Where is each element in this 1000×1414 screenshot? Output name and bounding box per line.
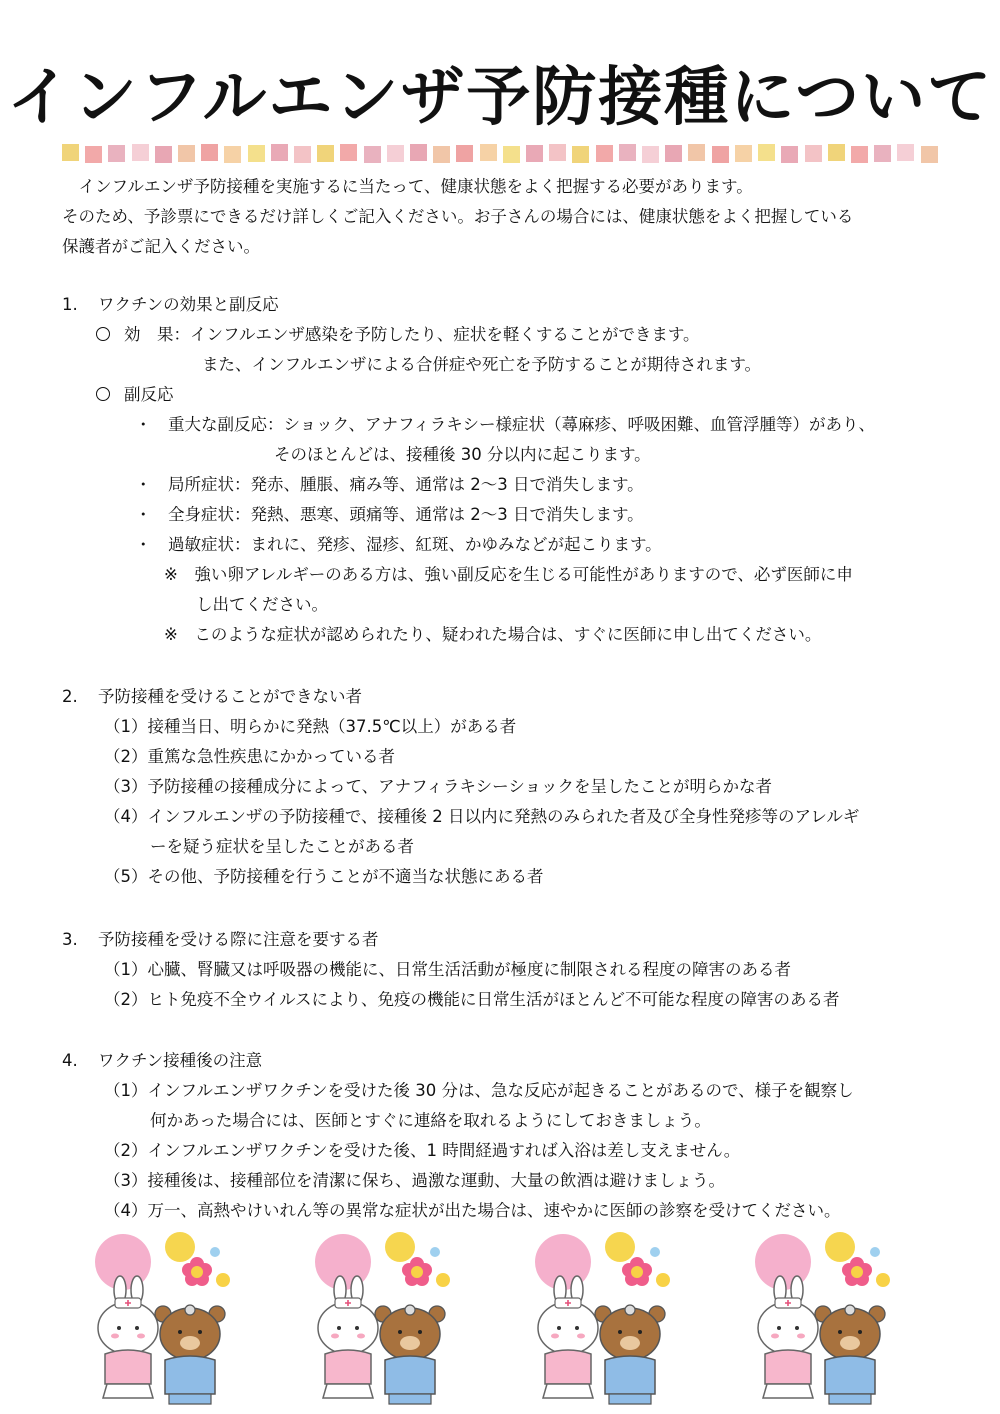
- side-effect-item: [135, 530, 662, 560]
- note: し出てください。: [196, 595, 328, 614]
- band-square: [758, 144, 775, 161]
- band-square: [874, 145, 891, 162]
- section-1-heading: [62, 290, 279, 320]
- band-square: [456, 145, 473, 162]
- section-number: 2.: [62, 687, 78, 706]
- band-square: [921, 146, 938, 163]
- intro-line: インフルエンザ予防接種を実施するに当たって、健康状態をよく把握する必要があります。: [62, 177, 753, 196]
- band-square: [248, 145, 265, 162]
- effect-row: [96, 320, 700, 350]
- band-square: [642, 146, 659, 163]
- band-square: [62, 144, 79, 161]
- side-effect-item: [135, 500, 644, 530]
- nurse-and-doctor-illustrations: [0, 1230, 1000, 1410]
- list-item: （3）予防接種の接種成分によって、アナフィラキシーショックを呈したことが明らかな者: [104, 777, 773, 796]
- side-effect-item-label: ・ 重大な副反応：: [135, 415, 284, 434]
- band-square: [549, 144, 566, 161]
- band-square: [224, 146, 241, 163]
- side-effect-label: 副反応: [124, 385, 174, 404]
- section-3-heading: [62, 925, 379, 955]
- list-item: ーを疑う症状を呈したことがある者: [150, 837, 414, 856]
- effect-label: 効 果：: [124, 325, 190, 344]
- section-number: 3.: [62, 930, 78, 949]
- side-effect-item-label: ・ 過敏症状：: [135, 535, 251, 554]
- band-square: [132, 144, 149, 161]
- section-title: 予防接種を受ける際に注意を要する者: [98, 930, 379, 949]
- section-title: 予防接種を受けることができない者: [98, 687, 362, 706]
- band-square: [781, 146, 798, 163]
- side-effect-item-text: ショック、アナフィラキシー様症状（蕁麻疹、呼吸困難、血管浮腫等）があり、: [283, 415, 876, 434]
- list-item: （4）インフルエンザの予防接種で、接種後 2 日以内に発熱のみられた者及び全身性発疹等のアレルギ: [104, 807, 860, 826]
- effect-text: インフルエンザ感染を予防したり、症状を軽くすることができます。: [190, 325, 700, 344]
- side-effect-item-label: ・ 全身症状：: [135, 505, 251, 524]
- list-item: （3）接種後は、接種部位を清潔に保ち、過激な運動、大量の飲酒は避けましょう。: [104, 1171, 725, 1190]
- list-item: （1）インフルエンザワクチンを受けた後 30 分は、急な反応が起きることがあるので、様子を観察し: [104, 1081, 854, 1100]
- circle-bullet-icon: [96, 387, 110, 401]
- band-square: [572, 146, 589, 163]
- band-square: [387, 145, 404, 162]
- section-title: ワクチン接種後の注意: [98, 1051, 263, 1070]
- side-effect-item-text: 発赤、腫脹、痛み等、通常は 2～3 日で消失します。: [250, 475, 644, 494]
- side-effect-item-text: まれに、発疹、湿疹、紅斑、かゆみなどが起こります。: [250, 535, 662, 554]
- list-item: （1）接種当日、明らかに発熱（37.5℃以上）がある者: [104, 717, 517, 736]
- band-square: [828, 144, 845, 161]
- band-square: [596, 145, 613, 162]
- band-square: [851, 146, 868, 163]
- section-2-heading: [62, 682, 362, 712]
- band-square: [410, 144, 427, 161]
- intro-line: 保護者がご記入ください。: [62, 237, 260, 256]
- list-item: （4）万一、高熱やけいれん等の異常な症状が出た場合は、速やかに医師の診察を受けてください。: [104, 1201, 841, 1220]
- list-item: 何かあった場合には、医師とすぐに連絡を取れるようにしておきましょう。: [150, 1111, 711, 1130]
- side-effect-item-text: そのほとんどは、接種後 30 分以内に起こります。: [274, 445, 651, 464]
- band-square: [619, 144, 636, 161]
- band-square: [526, 145, 543, 162]
- list-item: （2）インフルエンザワクチンを受けた後、1 時間経過すれば入浴は差し支えません。: [104, 1141, 741, 1160]
- band-square: [665, 145, 682, 162]
- band-square: [712, 146, 729, 163]
- band-square: [433, 146, 450, 163]
- side-effect-item: [135, 410, 875, 440]
- section-4-heading: [62, 1046, 262, 1076]
- side-effect-item-label: ・ 局所症状：: [135, 475, 251, 494]
- side-effect-item-text: 発熱、悪寒、頭痛等、通常は 2～3 日で消失します。: [250, 505, 644, 524]
- list-item: （1）心臓、腎臓又は呼吸器の機能に、日常生活活動が極度に制限される程度の障害のある者: [104, 960, 791, 979]
- decorative-color-band: [62, 144, 938, 164]
- section-number: 1.: [62, 295, 78, 314]
- list-item: （2）重篤な急性疾患にかかっている者: [104, 747, 395, 766]
- band-square: [108, 145, 125, 162]
- band-square: [271, 144, 288, 161]
- band-square: [201, 144, 218, 161]
- band-square: [503, 146, 520, 163]
- band-square: [155, 146, 172, 163]
- band-square: [805, 145, 822, 162]
- effect-text: また、インフルエンザによる合併症や死亡を予防することが期待されます。: [202, 355, 762, 374]
- section-title: ワクチンの効果と副反応: [98, 295, 279, 314]
- band-square: [364, 146, 381, 163]
- band-square: [317, 145, 334, 162]
- circle-bullet-icon: [96, 327, 110, 341]
- section-number: 4.: [62, 1051, 78, 1070]
- page-title: インフルエンザ予防接種について: [6, 61, 994, 135]
- side-effect-item: [135, 470, 644, 500]
- band-square: [735, 145, 752, 162]
- band-square: [340, 144, 357, 161]
- list-item: （2）ヒト免疫不全ウイルスにより、免疫の機能に日常生活がほとんど不可能な程度の障害のある者: [104, 990, 840, 1009]
- band-square: [178, 145, 195, 162]
- band-square: [85, 146, 102, 163]
- band-square: [294, 146, 311, 163]
- band-square: [480, 144, 497, 161]
- band-square: [688, 144, 705, 161]
- band-square: [897, 144, 914, 161]
- list-item: （5）その他、予防接種を行うことが不適当な状態にある者: [104, 867, 544, 886]
- note: ※ 強い卵アレルギーのある方は、強い副反応を生じる可能性がありますので、必ず医師に申: [164, 565, 853, 584]
- intro-line: そのため、予診票にできるだけ詳しくご記入ください。お子さんの場合には、健康状態をよく把握している: [62, 207, 854, 226]
- intro-paragraph: [62, 172, 853, 262]
- side-effect-row: [96, 380, 174, 410]
- note: ※ このような症状が認められたり、疑われた場合は、すぐに医師に申し出てください。: [164, 625, 822, 644]
